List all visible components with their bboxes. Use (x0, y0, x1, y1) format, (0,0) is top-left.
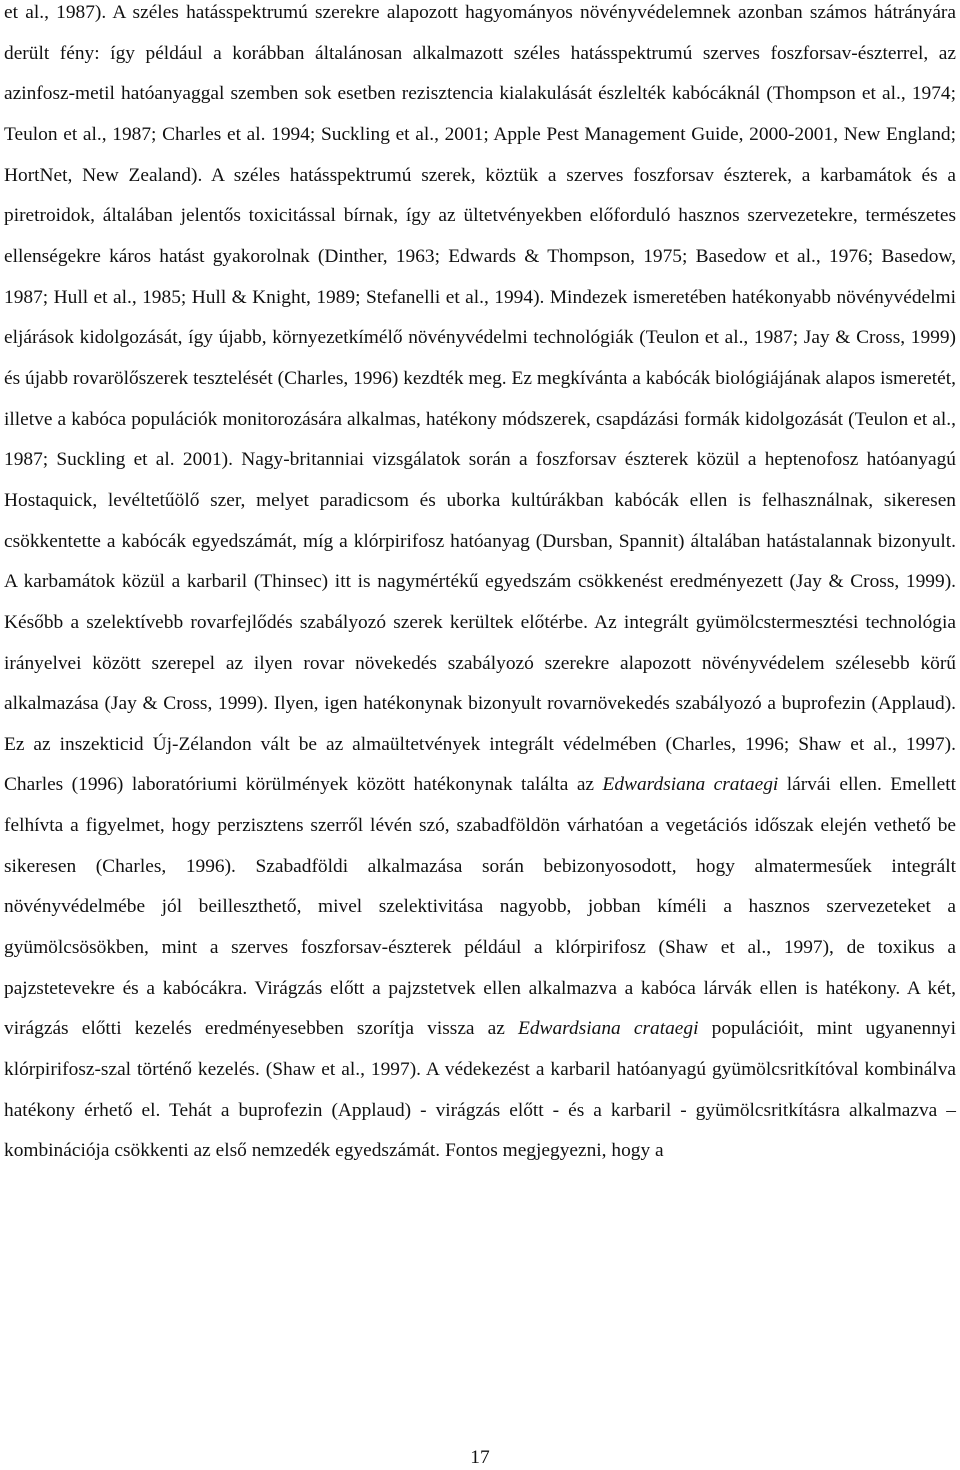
document-page (4, 0, 956, 1470)
paragraph-text-part-3: populációit, mint ugyanennyi klórpirifosz-szal történő kezelés. (Shaw et al., 1997). A védekezést a karbaril hatóanyagú gyümölcsritkítóval kombinálva hatékony érhető el. Tehát a buprofezin (Applaud) - virágzás előtt - és a karbaril - gyümölcsritkításra alkalmazva – kombinációja csökkenti az első nemzedék egyedszámát. Fontos megjegyezni, hogy a (4, 1018, 956, 1162)
page-number: 17 (470, 1447, 490, 1468)
species-name-2: Edwardsiana crataegi (518, 1018, 699, 1040)
body-paragraph (4, 0, 956, 1172)
paragraph-text-part-2: lárvái ellen. Emellett felhívta a figyelmet, hogy perzisztens szerről lévén szó, szabadföldön várhatóan a vegetációs időszak elején vethető be sikeresen (Charles, 1996). Szabadföldi alkalmazása során bebizonyosodott, hogy almatermesűek integrált növényvédelmébe jól beilleszthető, mivel szelektivitása nagyobb, jobban kíméli a hasznos szervezeteket a gyümölcsösökben, mint a szerves foszforsav-észterek például a klórpirifosz (Shaw et al., 1997), de toxikus a pajzstetevekre és a kabócákra. Virágzás előtt a pajzstetvek ellen alkalmazva a kabóca lárvák ellen is hatékony. A két, virágzás előtti kezelés eredményesebben szorítja vissza az (4, 774, 956, 1040)
paragraph-text-part-1: et al., 1987). A széles hatásspektrumú szerekre alapozott hagyományos növényvédelemnek azonban számos hátrányára derült fény: így például a korábban általánosan alkalmazott széles hatásspektrumú szerves foszforsav-észterrel, az azinfosz-metil hatóanyaggal szemben sok esetben rezisztencia kialakulását észlelték kabócáknál (Thompson et al., 1974; Teulon et al., 1987; Charles et al. 1994; Suckling et al., 2001; Apple Pest Management Guide, 2000-2001, New England; HortNet, New Zealand). A széles hatásspektrumú szerek, köztük a szerves foszforsav észterek, a karbamátok és a piretroidok, általában jelentős toxicitással bírnak, így az ültetvényekben előforduló hasznos szervezetekre, természetes ellenségekre káros hatást gyakorolnak (Dinther, 1963; Edwards & Thompson, 1975; Basedow et al., 1976; Basedow, 1987; Hull et al., 1985; Hull & Knight, 1989; Stefanelli et al., 1994). Mindezek ismeretében hatékonyabb növényvédelmi eljárások kidolgozását, így újabb, környezetkímélő növényvédelmi technológiák (Teulon et al., 1987; Jay & Cross, 1999) és újabb rovarölőszerek tesztelését (Charles, 1996) kezdték meg. Ez megkívánta a kabócák biológiájának alapos ismeretét, illetve a kabóca populációk monitorozására alkalmas, hatékony módszerek, csapdázási formák kidolgozását (Teulon et al., 1987; Suckling et al. 2001). Nagy-britanniai vizsgálatok során a foszforsav észterek közül a heptenofosz hatóanyagú Hostaquick, levéltetűölő szer, melyet paradicsom és uborka kultúrákban kabócák ellen is felhasználnak, sikeresen csökkentette a kabócák egyedszámát, míg a klórpirifosz hatóanyag (Dursban, Spannit) általában hatástalannak bizonyult. A karbamátok közül a karbaril (Thinsec) itt is nagymértékű egyedszám csökkenést eredményezett (Jay & Cross, 1999). Később a szelektívebb rovarfejlődés szabályozó szerek kerültek előtérbe. Az integrált gyümölcstermesztési technológia irányelvei között szerepel az ilyen rovar növekedés szabályozó szerekre alapozott növényvédelem szélesebb körű alkalmazása (Jay & Cross, 1999). Ilyen, igen hatékonynak bizonyult rovarnövekedés szabályozó a buprofezin (Applaud). Ez az inszekticid Új-Zélandon vált be az almaültetvények integrált védelmében (Charles, 1996; Shaw et al., 1997). Charles (1996) laboratóriumi körülmények között hatékonynak találta az (4, 2, 956, 796)
species-name-1: Edwardsiana crataegi (602, 774, 779, 796)
